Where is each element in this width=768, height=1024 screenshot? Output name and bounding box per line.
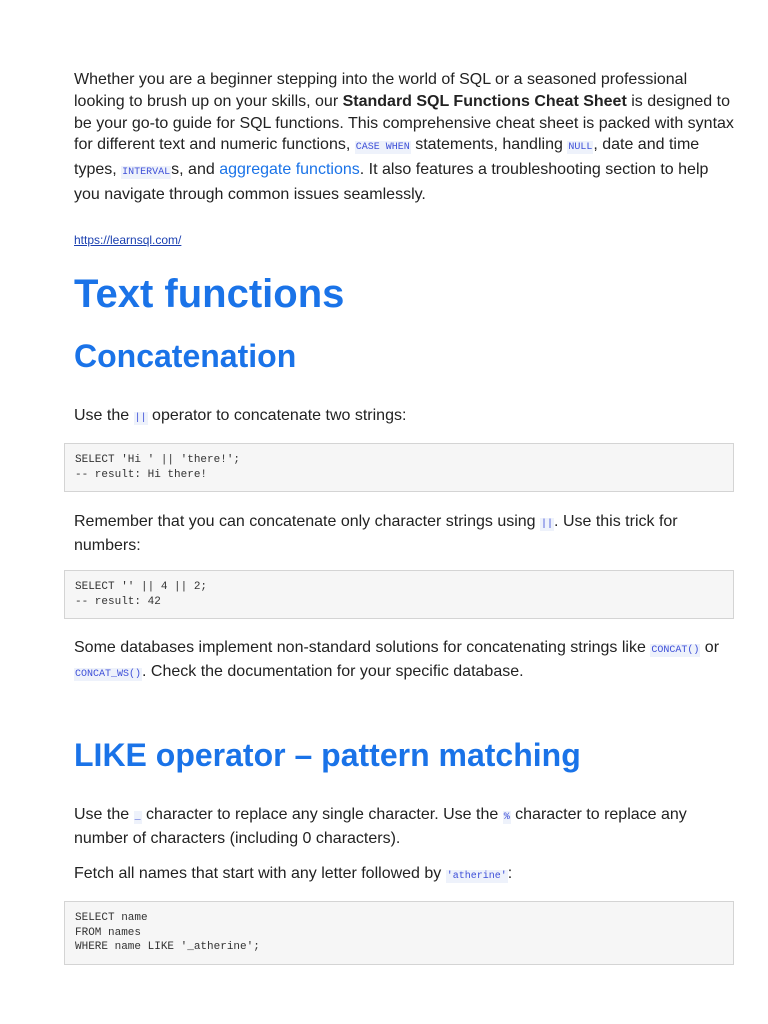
intro-text: is designed to be your go-to guide for SQL functions. This comprehensive cheat sheet is packed with syntax for different text and numeric functions,	[74, 92, 734, 154]
intro-paragraph	[74, 69, 734, 206]
inline-code-null: NULL	[568, 142, 593, 154]
inline-code-concat-ws-fn: CONCAT_WS()	[75, 669, 142, 680]
code-block-concat-strings: SELECT 'Hi ' || 'there!'; -- result: Hi there!	[64, 443, 734, 492]
intro-text: , date and time types,	[74, 136, 700, 179]
paragraph-text: or	[700, 639, 720, 656]
code-block-concat-numbers: SELECT '' || 4 || 2; -- result: 42	[64, 570, 734, 619]
inline-code-concat-operator: ||	[541, 519, 554, 530]
inline-code-concat-fn: CONCAT()	[651, 645, 700, 656]
paragraph-text: Fetch all names that start with any letter followed by	[74, 865, 446, 882]
concat-paragraph-2	[74, 511, 734, 556]
heading-text-functions: Text functions	[74, 272, 345, 316]
paragraph-text: :	[507, 865, 513, 882]
like-paragraph-1	[74, 804, 734, 849]
paragraph-text: Use the	[74, 407, 134, 424]
inline-code-interval: INTERVAL	[122, 167, 171, 179]
intro-text: s, and	[171, 161, 220, 179]
paragraph-text: . Check the documentation for your specific database.	[142, 663, 524, 680]
paragraph-text: character to replace any number of characters (including 0 characters).	[74, 806, 687, 847]
inline-code-atherine: 'atherine'	[446, 871, 507, 882]
cheat-sheet-title-bold: Standard SQL Functions Cheat Sheet	[342, 92, 627, 110]
heading-concatenation: Concatenation	[74, 338, 297, 374]
code-block-like-query: SELECT name FROM names WHERE name LIKE '_atherine';	[64, 901, 734, 965]
paragraph-text: Use the	[74, 806, 134, 823]
inline-code-case-when: CASE WHEN	[355, 142, 410, 154]
inline-code-percent: %	[503, 812, 510, 823]
paragraph-text: Remember that you can concatenate only character strings using	[74, 513, 541, 530]
concat-paragraph-1	[74, 405, 734, 429]
intro-text: . It also features a troubleshooting section to help you navigate through common issues seamlessly.	[74, 161, 709, 203]
paragraph-text: . Use this trick for numbers:	[74, 513, 678, 554]
aggregate-functions-link[interactable]: aggregate functions	[219, 161, 360, 179]
paragraph-text: character to replace any single character. Use the	[141, 806, 503, 823]
paragraph-text: Some databases implement non-standard solutions for concatenating strings like	[74, 639, 651, 656]
heading-like-operator: LIKE operator – pattern matching	[74, 737, 581, 773]
paragraph-text: operator to concatenate two strings:	[147, 407, 407, 424]
inline-code-underscore: _	[134, 812, 141, 823]
concat-paragraph-3	[74, 637, 734, 685]
inline-code-concat-operator: ||	[134, 413, 147, 424]
like-paragraph-2	[74, 863, 734, 887]
source-url-link[interactable]: https://learnsql.com/	[74, 233, 182, 247]
intro-text: statements, handling	[410, 136, 568, 154]
intro-text: Whether you are a beginner stepping into the world of SQL or a seasoned professional looking to brush up on your skills, our	[74, 71, 688, 110]
